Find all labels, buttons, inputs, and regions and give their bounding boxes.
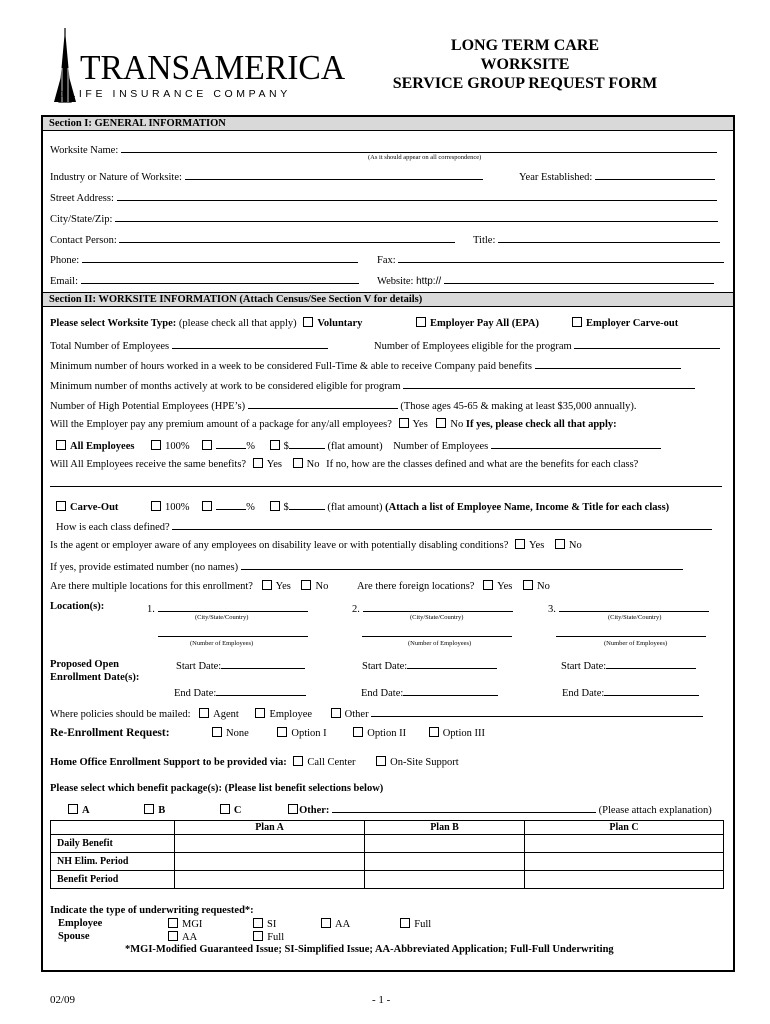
same-benefits-line [50,476,722,490]
year-established-label: Year Established: [519,172,593,183]
min-hours-field[interactable] [535,358,681,369]
benefit-period-plan-b-cell[interactable] [365,871,525,889]
multi-locations-row [50,580,550,592]
carve-dollar-field[interactable] [289,499,325,510]
loc3-emp-note: (Number of Employees) [604,640,668,647]
mail-other-label: Other [344,709,369,720]
pkg-a-label: A [82,805,90,816]
loc3-employees-field[interactable] [556,626,706,637]
loc2-employees-field[interactable] [362,626,512,637]
table-row [51,835,724,853]
year-row [519,169,715,183]
benefit-period-plan-a-cell[interactable] [175,871,365,889]
plan-c-header: Plan C [525,821,724,835]
benefit-pkg-options [68,802,712,816]
mail-other-field[interactable] [371,706,703,717]
worksite-name-label: Worksite Name: [50,145,119,156]
daily-benefit-plan-b-cell[interactable] [365,835,525,853]
end-date-2-label: End Date: [361,688,404,699]
premium-no-checkbox[interactable] [436,418,446,428]
street-row [50,190,717,204]
year-established-field[interactable] [595,169,715,180]
end-date-1 [174,685,306,699]
class-defined-field[interactable] [172,519,712,530]
enrollment-dates-sub: Enrollment Date(s): [50,672,140,683]
worksite-type-note: (please check all that apply) [178,318,297,329]
locations-label: Location(s): [50,601,105,612]
total-employees-label: Total Number of Employees [50,341,170,352]
all-pct-checkbox[interactable] [202,440,212,450]
disability-row [50,539,582,551]
mailed-row [50,706,703,720]
registered-mark: ® [60,89,67,99]
benefit-pkg-label: Please select which benefit package(s): (Please list benefit selections below) [50,783,384,794]
start-date-3 [561,658,696,672]
enrollment-dates-label [50,658,139,684]
disability-no-checkbox[interactable] [555,539,565,549]
loc1-number: 1. [147,604,155,615]
start-date-1-label: Start Date: [176,661,222,672]
nh-elim-plan-b-cell[interactable] [365,853,525,871]
hpe-row [50,398,637,412]
same-yes-label: Yes [266,459,282,470]
carve-pct-checkbox[interactable] [202,501,212,511]
phone-label: Phone: [50,255,80,266]
class-defined-label: How is each class defined? [56,522,170,533]
loc3-city-field[interactable] [559,601,709,612]
daily-benefit-label: Daily Benefit [51,835,175,853]
end-date-1-field[interactable] [216,685,306,696]
title-field[interactable] [498,232,720,243]
all-100-label: 100% [165,441,190,452]
plan-header-row [51,821,724,835]
nh-elim-plan-c-cell[interactable] [525,853,724,871]
mail-agent-label: Agent [213,709,239,720]
carve-flat-label: (flat amount) [327,502,383,513]
emp-mgi-label: MGI [182,919,203,930]
underwriting-question: Indicate the type of underwriting requested*: [50,905,254,916]
contact-label: Contact Person: [50,235,117,246]
premium-no-label: No [450,419,464,430]
reenroll-none-label: None [226,728,249,739]
same-no-checkbox[interactable] [293,458,303,468]
fax-field[interactable] [398,252,724,263]
all-employees-row [56,438,661,452]
pkg-c-label: C [233,805,242,816]
loc1-emp-line [158,626,308,640]
pkg-b-checkbox[interactable] [144,804,154,814]
emp-full-label: Full [414,919,432,930]
reenroll-none-checkbox[interactable] [212,727,222,737]
mail-employee-checkbox[interactable] [255,708,265,718]
sp-aa-label: AA [182,932,197,943]
uw-employee-options [168,918,431,930]
attach-list-note: (Attach a list of Employee Name, Income & Title for each class) [385,502,670,513]
call-center-checkbox[interactable] [293,756,303,766]
home-office-label: Home Office Enrollment Support to be provided via: [50,757,287,768]
industry-field[interactable] [185,169,483,180]
start-date-1-field[interactable] [221,658,305,669]
reenroll-option1-label: Option I [291,728,327,739]
emp-aa-checkbox[interactable] [321,918,331,928]
all-dollar-label: $ [283,441,289,452]
brand-subtitle-row [60,88,291,100]
reenroll-options [212,727,485,739]
estimate-field[interactable] [241,559,683,570]
onsite-checkbox[interactable] [376,756,386,766]
mail-agent-checkbox[interactable] [199,708,209,718]
form-date: 02/09 [50,994,76,1006]
pkg-other-label: Other: [299,805,330,816]
uw-spouse-label: Spouse [58,931,90,942]
disability-yes-label: Yes [529,540,545,551]
emp-full-checkbox[interactable] [400,918,410,928]
start-date-2-field[interactable] [407,658,497,669]
reenroll-option3-label: Option III [442,728,486,739]
hpe-note: (Those ages 45-65 & making at least $35,000 annually). [400,401,637,412]
carve-out-checkbox[interactable] [56,501,66,511]
all-num-employees-label: Number of Employees [393,441,489,452]
website-value: http:// [416,276,442,287]
start-date-2 [362,658,497,672]
pkg-a-checkbox[interactable] [68,804,78,814]
worksite-type-row [50,317,362,329]
proposed-open-label: Proposed Open [50,659,119,670]
sp-full-label: Full [267,932,285,943]
home-office-row [50,756,459,768]
same-benefits-row [50,458,638,470]
all-dollar-checkbox[interactable] [270,440,280,450]
class-benefits-field[interactable] [50,476,722,487]
disability-no-label: No [568,540,582,551]
min-months-label: Minimum number of months actively at work to be considered eligible for program [50,381,401,392]
premium-yes-checkbox[interactable] [399,418,409,428]
end-date-3-label: End Date: [562,688,605,699]
uw-spouse-options [168,931,284,943]
all-pct-label: % [246,441,255,452]
end-date-2 [361,685,498,699]
min-months-row [50,378,695,392]
pkg-other-field[interactable] [332,802,596,813]
reenroll-option2-checkbox[interactable] [353,727,363,737]
table-row [51,871,724,889]
carve-pct-label: % [246,502,255,513]
loc2-emp-line [362,626,512,640]
multi-yes-label: Yes [275,581,291,592]
loc1-city-field[interactable] [158,601,308,612]
emp-si-label: SI [267,919,277,930]
all-flat-label: (flat amount) [327,441,383,452]
all-num-employees-field[interactable] [491,438,661,449]
foreign-no-checkbox[interactable] [523,580,533,590]
plan-corner-cell [51,821,175,835]
plan-a-header: Plan A [175,821,365,835]
all-pct-field[interactable] [216,438,246,449]
disability-question: Is the agent or employer aware of any employees on disability leave or with potentially disabling conditions? [50,540,509,551]
brand-name: TRANSAMERICA [80,48,346,87]
header-line1: LONG TERM CARE [450,37,600,54]
epa-label: Employer Pay All (EPA) [430,318,539,329]
email-field[interactable] [81,273,359,284]
reenroll-row [50,727,170,739]
total-employees-row [50,338,328,352]
hpe-field[interactable] [248,398,398,409]
sp-full-checkbox[interactable] [253,931,263,941]
page-number: - 1 - [372,994,391,1006]
class-defined-row [56,519,712,533]
uw-employee-label: Employee [58,918,103,929]
loc2-city-field[interactable] [363,601,513,612]
voluntary-label: Voluntary [317,318,363,329]
daily-benefit-plan-a-cell[interactable] [175,835,365,853]
plan-table [50,820,724,889]
underwriting-footnote: *MGI-Modified Guaranteed Issue; SI-Simplified Issue; AA-Abbreviated Application; Full-Full Underwriting [125,944,614,955]
mail-employee-label: Employee [269,709,313,720]
attach-explanation: (Please attach explanation) [598,805,712,816]
carve-pct-field[interactable] [216,499,246,510]
reenroll-option2-label: Option II [367,728,407,739]
phone-row [50,252,358,266]
worksite-type-label: Please select Worksite Type: [50,318,177,329]
section2-title: Section II: WORKSITE INFORMATION (Attach Census/See Section V for details) [43,292,733,307]
all-100-checkbox[interactable] [151,440,161,450]
multi-yes-checkbox[interactable] [262,580,272,590]
loc3-number: 3. [548,604,556,615]
website-row [377,273,714,287]
start-date-3-field[interactable] [606,658,696,669]
location-3 [548,601,709,615]
all-employees-label: All Employees [70,441,135,452]
min-months-field[interactable] [403,378,695,389]
benefit-period-plan-c-cell[interactable] [525,871,724,889]
loc3-emp-line [556,626,706,640]
multi-no-checkbox[interactable] [301,580,311,590]
street-label: Street Address: [50,193,114,204]
city-label: City/State/Zip: [50,214,113,225]
multi-no-label: No [315,581,329,592]
start-date-3-label: Start Date: [561,661,607,672]
pkg-c-checkbox[interactable] [220,804,230,814]
reenroll-option1-checkbox[interactable] [277,727,287,737]
total-employees-field[interactable] [172,338,328,349]
benefit-period-label: Benefit Period [51,871,175,889]
foreign-locations-question: Are there foreign locations? [356,581,475,592]
fax-row [377,252,724,266]
worksite-name-field[interactable] [121,142,717,153]
nh-elim-plan-a-cell[interactable] [175,853,365,871]
carveout-label: Employer Carve-out [586,318,679,329]
premium-yes-label: Yes [412,419,428,430]
end-date-3 [562,685,699,699]
estimate-label: If yes, provide estimated number (no names) [50,562,239,573]
worksite-name-note: (As it should appear on all correspondence) [368,154,482,161]
sp-aa-checkbox[interactable] [168,931,178,941]
loc3-city-note: (City/State/Country) [608,614,662,621]
eligible-field[interactable] [574,338,720,349]
emp-aa-label: AA [335,919,350,930]
carveout-checkbox[interactable] [572,317,582,327]
premium-row [50,418,617,430]
street-field[interactable] [117,190,717,201]
hpe-label: Number of High Potential Employees (HPE’s) [50,401,246,412]
foreign-yes-label: Yes [497,581,513,592]
call-center-label: Call Center [307,757,356,768]
same-benefits-if: If no, how are the classes defined and what are the benefits for each class? [326,459,639,470]
multi-locations-question: Are there multiple locations for this enrollment? [50,581,253,592]
eligible-label: Number of Employees eligible for the program [374,341,572,352]
location-1 [147,601,308,615]
carve-dollar-checkbox[interactable] [270,501,280,511]
header-line2: WORKSITE [480,56,570,73]
premium-if-yes: If yes, please check all that apply: [465,419,617,430]
contact-row [50,232,455,246]
end-date-1-label: End Date: [174,688,217,699]
location-2 [352,601,513,615]
contact-field[interactable] [119,232,455,243]
header-line3: SERVICE GROUP REQUEST FORM [392,75,658,92]
end-date-2-field[interactable] [403,685,498,696]
estimate-row [50,559,683,573]
mailed-question: Where policies should be mailed: [50,709,191,720]
pkg-other-checkbox[interactable] [288,804,298,814]
carve-out-row [56,499,669,513]
foreign-yes-checkbox[interactable] [483,580,493,590]
loc2-emp-note: (Number of Employees) [408,640,472,647]
end-date-3-field[interactable] [604,685,699,696]
emp-mgi-checkbox[interactable] [168,918,178,928]
min-hours-row [50,358,681,372]
carve-dollar-label: $ [283,502,289,513]
carveout-option [572,317,678,329]
loc1-emp-note: (Number of Employees) [190,640,254,647]
section1-title: Section I: GENERAL INFORMATION [43,116,733,131]
eligible-row [374,338,720,352]
loc1-city-note: (City/State/Country) [195,614,249,621]
start-date-1 [176,658,305,672]
industry-row [50,169,483,183]
carve-out-label: Carve-Out [70,502,119,513]
loc1-employees-field[interactable] [158,626,308,637]
table-row [51,853,724,871]
email-label: Email: [50,276,78,287]
min-hours-label: Minimum number of hours worked in a week to be considered Full-Time & able to receive Company paid benefits [50,361,532,372]
phone-field[interactable] [82,252,358,263]
website-field[interactable] [444,273,714,284]
title-row [473,232,720,246]
disability-yes-checkbox[interactable] [515,539,525,549]
brand-subtitle: LIFE INSURANCE COMPANY [69,88,291,100]
carve-100-label: 100% [165,502,190,513]
onsite-label: On-Site Support [390,757,459,768]
reenroll-option3-checkbox[interactable] [429,727,439,737]
plan-b-header: Plan B [365,821,525,835]
foreign-no-label: No [536,581,550,592]
same-no-label: No [306,459,320,470]
carve-100-checkbox[interactable] [151,501,161,511]
city-field[interactable] [115,211,718,222]
all-employees-checkbox[interactable] [56,440,66,450]
emp-si-checkbox[interactable] [253,918,263,928]
reenroll-label: Re-Enrollment Request: [50,727,170,739]
same-yes-checkbox[interactable] [253,458,263,468]
pkg-b-label: B [158,805,166,816]
daily-benefit-plan-c-cell[interactable] [525,835,724,853]
voluntary-checkbox[interactable] [303,317,313,327]
form-header [360,36,690,93]
all-dollar-field[interactable] [289,438,325,449]
start-date-2-label: Start Date: [362,661,408,672]
loc2-number: 2. [352,604,360,615]
industry-label: Industry or Nature of Worksite: [50,172,182,183]
city-row [50,211,718,225]
fax-label: Fax: [377,255,396,266]
website-label: Website: [377,276,414,287]
epa-option [416,317,539,329]
title-label: Title: [473,235,496,246]
mail-other-checkbox[interactable] [331,708,341,718]
premium-question: Will the Employer pay any premium amount of a package for any/all employees? [50,419,392,430]
nh-elim-label: NH Elim. Period [51,853,175,871]
epa-checkbox[interactable] [416,317,426,327]
same-benefits-question: Will All Employees receive the same benefits? [50,459,247,470]
email-row [50,273,359,287]
loc2-city-note: (City/State/Country) [410,614,464,621]
